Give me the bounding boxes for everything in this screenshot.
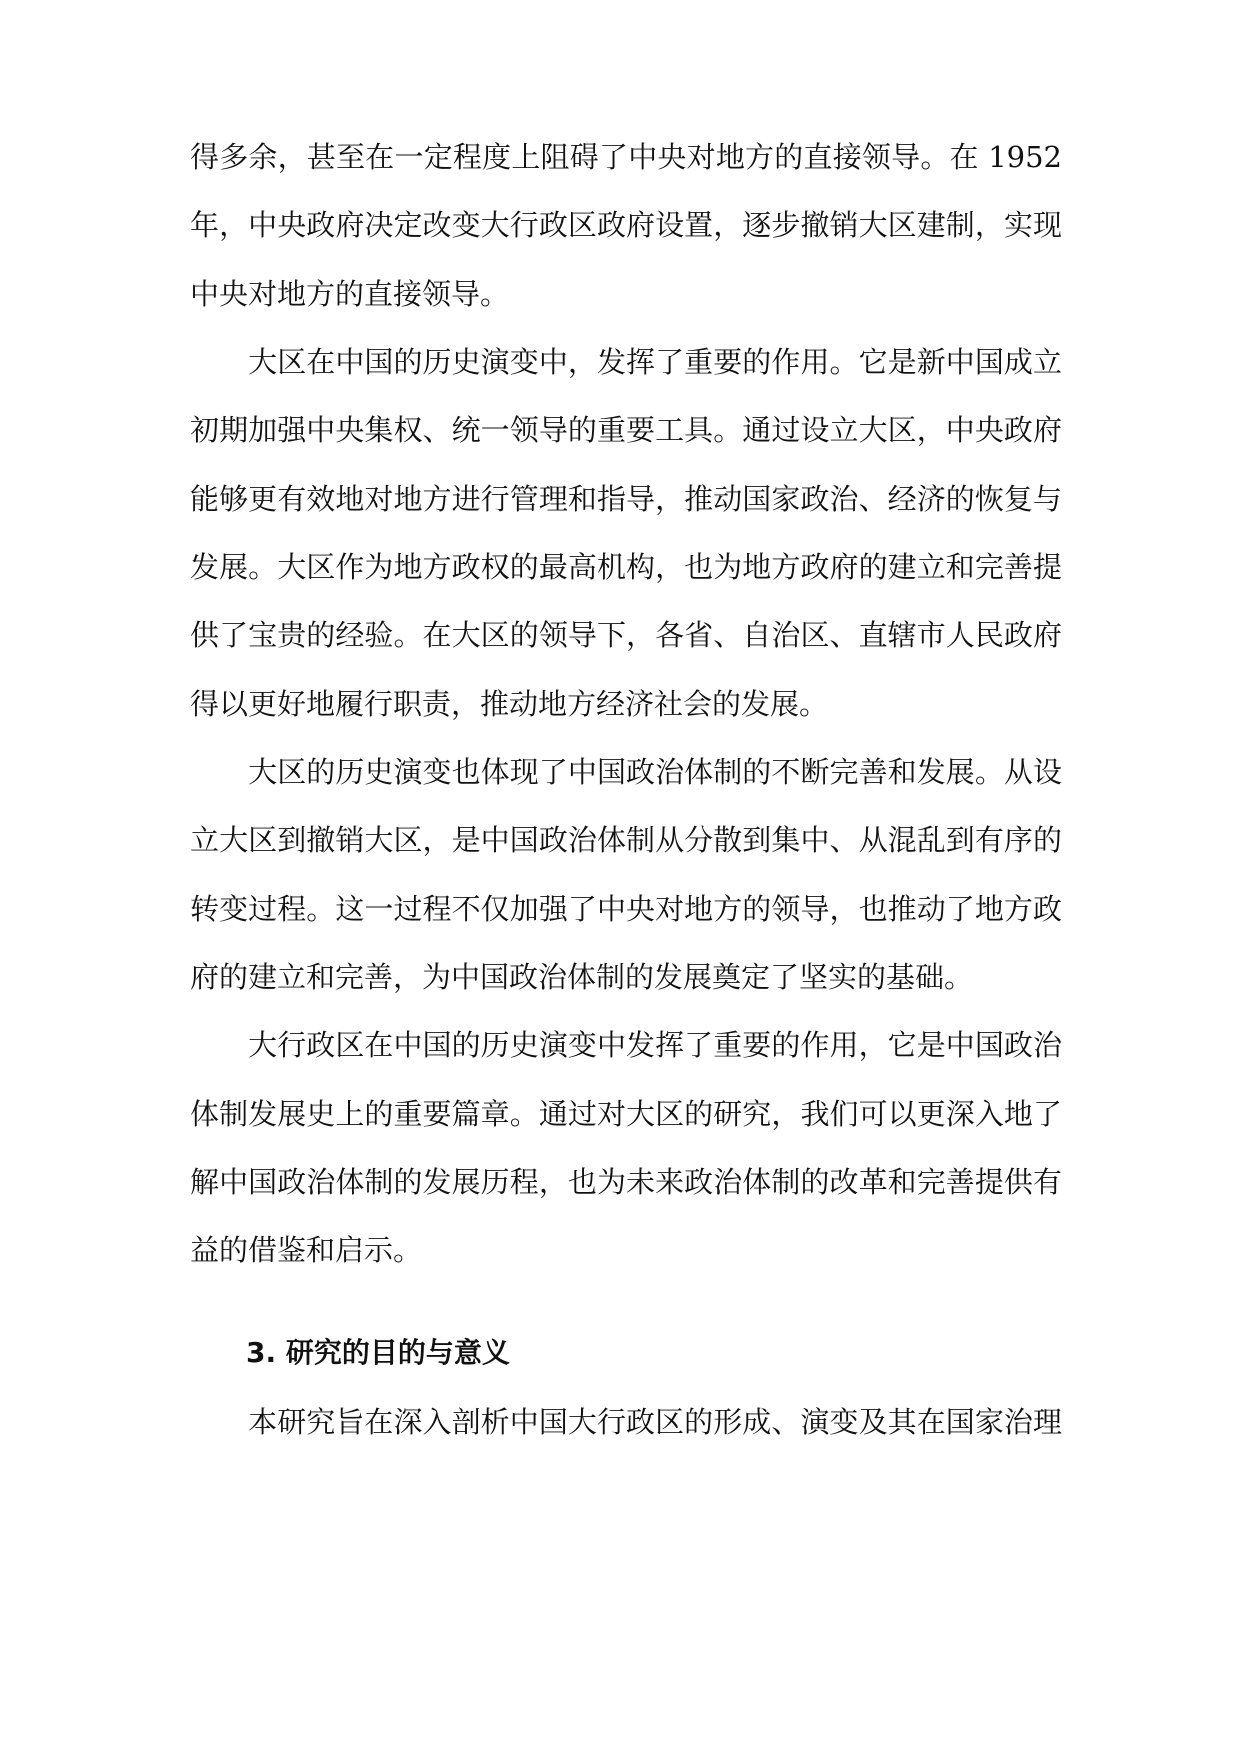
text-line: 得以更好地履行职责，推动地方经济社会的发展。	[190, 687, 829, 721]
text-line: 年，中央政府决定改变大行政区政府设置，逐步撤销大区建制，实现	[190, 208, 1062, 242]
text-line: 益的借鉴和启示。	[190, 1233, 423, 1267]
text-line: 中央对地方的直接领导。	[190, 277, 510, 311]
text-line: 立大区到撤销大区，是中国政治体制从分散到集中、从混乱到有序的	[190, 823, 1062, 857]
paragraph-first-line: 大区的历史演变也体现了中国政治体制的不断完善和发展。从设	[190, 755, 1062, 789]
text-line: 能够更有效地对地方进行管理和指导，推动国家政治、经济的恢复与	[190, 482, 1062, 516]
text-line: 府的建立和完善，为中国政治体制的发展奠定了坚实的基础。	[190, 960, 974, 994]
text-line: 得多余，甚至在一定程度上阻碍了中央对地方的直接领导。在 1952	[190, 140, 1062, 174]
paragraph-first-line: 大区在中国的历史演变中，发挥了重要的作用。它是新中国成立	[190, 345, 1062, 379]
paragraph-first-line: 大行政区在中国的历史演变中发挥了重要的作用，它是中国政治	[190, 1028, 1062, 1062]
text-line: 转变过程。这一过程不仅加强了中央对地方的领导，也推动了地方政	[190, 892, 1062, 926]
text-line: 体制发展史上的重要篇章。通过对大区的研究，我们可以更深入地了	[190, 1097, 1062, 1131]
section-heading: 3. 研究的目的与意义	[246, 1336, 510, 1369]
text-line: 初期加强中央集权、统一领导的重要工具。通过设立大区，中央政府	[190, 413, 1062, 447]
text-line: 解中国政治体制的发展历程，也为未来政治体制的改革和完善提供有	[190, 1165, 1062, 1199]
text-line: 供了宝贵的经验。在大区的领导下，各省、自治区、直辖市人民政府	[190, 618, 1062, 652]
text-line: 发展。大区作为地方政权的最高机构，也为地方政府的建立和完善提	[190, 550, 1062, 584]
paragraph-first-line: 本研究旨在深入剖析中国大行政区的形成、演变及其在国家治理	[190, 1405, 1062, 1439]
